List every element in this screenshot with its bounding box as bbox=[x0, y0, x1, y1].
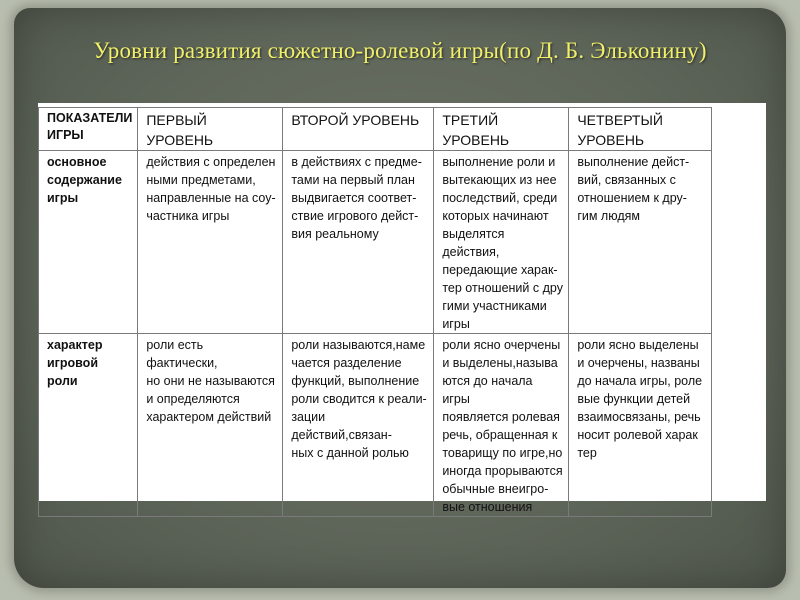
slide-title: Уровни развития сюжетно-ролевой игры(по Д. Б. Эльконину) bbox=[93, 38, 707, 63]
table-cell: в действиях с предме- тами на первый план выдвигается соответ- ствие игрового дейст- вия реальному bbox=[283, 151, 434, 334]
table-cell: выполнение роли и вытекающих из нее последствий, среди которых начинают выделятся действия, передающие харак- тер отношений с дру гими участниками игры bbox=[434, 151, 569, 334]
header-indicators: ПОКАЗАТЕЛИ ИГРЫ bbox=[39, 108, 138, 151]
levels-table bbox=[38, 107, 712, 517]
header-level-4: ЧЕТВЕРТЫЙ УРОВЕНЬ bbox=[569, 108, 712, 151]
table-row bbox=[39, 151, 712, 334]
header-level-3: ТРЕТИЙ УРОВЕНЬ bbox=[434, 108, 569, 151]
row-indicator-role: характер игровой роли bbox=[39, 334, 138, 517]
table-cell: выполнение дейст- вий, связанных с отношением к дру- гим людям bbox=[569, 151, 712, 334]
table-cell: роли ясно очерчены и выделены,называ ются до начала игры появляется ролевая речь, обращенная к товарищу по игре,но иногда прорываются обычные внеигро- вые отношения bbox=[434, 334, 569, 517]
table-cell: роли называются,наме чается разделение функций, выполнение роли сводится к реали- зации действий,связан- ных с данной ролью bbox=[283, 334, 434, 517]
table-row bbox=[39, 334, 712, 517]
header-level-1: ПЕРВЫЙ УРОВЕНЬ bbox=[138, 108, 283, 151]
table-cell: действия с определен ными предметами, направленные на соу- частника игры bbox=[138, 151, 283, 334]
table-header-row bbox=[39, 108, 712, 151]
header-level-2: ВТОРОЙ УРОВЕНЬ bbox=[283, 108, 434, 151]
table-container bbox=[38, 103, 766, 514]
table-cell: роли ясно выделены и очерчены, названы до начала игры, роле вые функции детей взаимосвязаны, речь носит ролевой харак тер bbox=[569, 334, 712, 517]
table-cell: роли есть фактически, но они не называются и определяются характером действий bbox=[138, 334, 283, 517]
row-indicator-content: основное содержание игры bbox=[39, 151, 138, 334]
